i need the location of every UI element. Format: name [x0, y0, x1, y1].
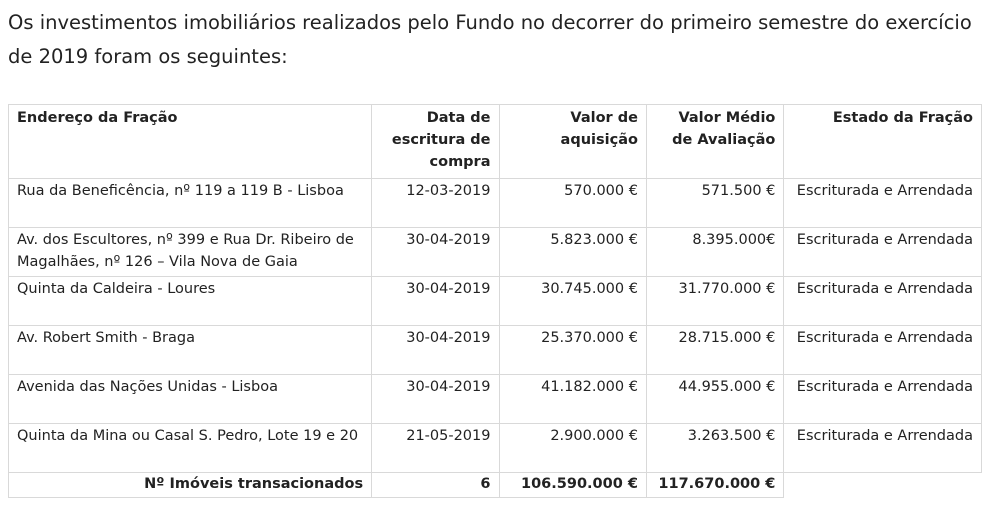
cell-valuation-value: 31.770.000 €	[646, 277, 783, 326]
cell-deed-date: 21-05-2019	[372, 424, 499, 473]
cell-status: Escriturada e Arrendada	[784, 228, 982, 277]
table-header-row	[9, 105, 982, 179]
table-row	[9, 228, 982, 277]
totals-label: Nº Imóveis transacionados	[9, 473, 372, 498]
header-status: Estado da Fração	[784, 105, 982, 179]
cell-deed-date: 30-04-2019	[372, 277, 499, 326]
table-row	[9, 326, 982, 375]
cell-acquisition-value: 5.823.000 €	[499, 228, 646, 277]
cell-valuation-value: 28.715.000 €	[646, 326, 783, 375]
cell-status: Escriturada e Arrendada	[784, 375, 982, 424]
cell-status: Escriturada e Arrendada	[784, 424, 982, 473]
cell-valuation-value: 44.955.000 €	[646, 375, 783, 424]
cell-valuation-value: 571.500 €	[646, 179, 783, 228]
cell-deed-date: 12-03-2019	[372, 179, 499, 228]
cell-status: Escriturada e Arrendada	[784, 326, 982, 375]
cell-address: Rua da Beneficência, nº 119 a 119 B - Lisboa	[9, 179, 372, 228]
cell-acquisition-value: 2.900.000 €	[499, 424, 646, 473]
table-row	[9, 277, 982, 326]
cell-address: Av. dos Escultores, nº 399 e Rua Dr. Ribeiro de Magalhães, nº 126 – Vila Nova de Gaia	[9, 228, 372, 277]
header-deed-date: Data de escritura de compra	[372, 105, 499, 179]
cell-acquisition-value: 570.000 €	[499, 179, 646, 228]
cell-address: Av. Robert Smith - Braga	[9, 326, 372, 375]
investments-table	[8, 104, 982, 498]
totals-valuation: 117.670.000 €	[646, 473, 783, 498]
cell-valuation-value: 8.395.000€	[646, 228, 783, 277]
cell-acquisition-value: 30.745.000 €	[499, 277, 646, 326]
header-valuation-value: Valor Médio de Avaliação	[646, 105, 783, 179]
header-acquisition-value: Valor de aquisição	[499, 105, 646, 179]
cell-address: Avenida das Nações Unidas - Lisboa	[9, 375, 372, 424]
header-address: Endereço da Fração	[9, 105, 372, 179]
totals-acquisition: 106.590.000 €	[499, 473, 646, 498]
cell-address: Quinta da Caldeira - Loures	[9, 277, 372, 326]
cell-acquisition-value: 41.182.000 €	[499, 375, 646, 424]
cell-status: Escriturada e Arrendada	[784, 179, 982, 228]
cell-address: Quinta da Mina ou Casal S. Pedro, Lote 19 e 20	[9, 424, 372, 473]
totals-row	[9, 473, 982, 498]
cell-deed-date: 30-04-2019	[372, 326, 499, 375]
cell-acquisition-value: 25.370.000 €	[499, 326, 646, 375]
table-row	[9, 179, 982, 228]
cell-status: Escriturada e Arrendada	[784, 277, 982, 326]
totals-count: 6	[372, 473, 499, 498]
totals-empty-cell	[784, 473, 982, 498]
cell-valuation-value: 3.263.500 €	[646, 424, 783, 473]
table-row	[9, 375, 982, 424]
cell-deed-date: 30-04-2019	[372, 375, 499, 424]
table-row	[9, 424, 982, 473]
intro-paragraph: Os investimentos imobiliários realizados pelo Fundo no decorrer do primeiro semestre do exercício de 2019 foram os seguintes:	[8, 11, 972, 68]
cell-deed-date: 30-04-2019	[372, 228, 499, 277]
